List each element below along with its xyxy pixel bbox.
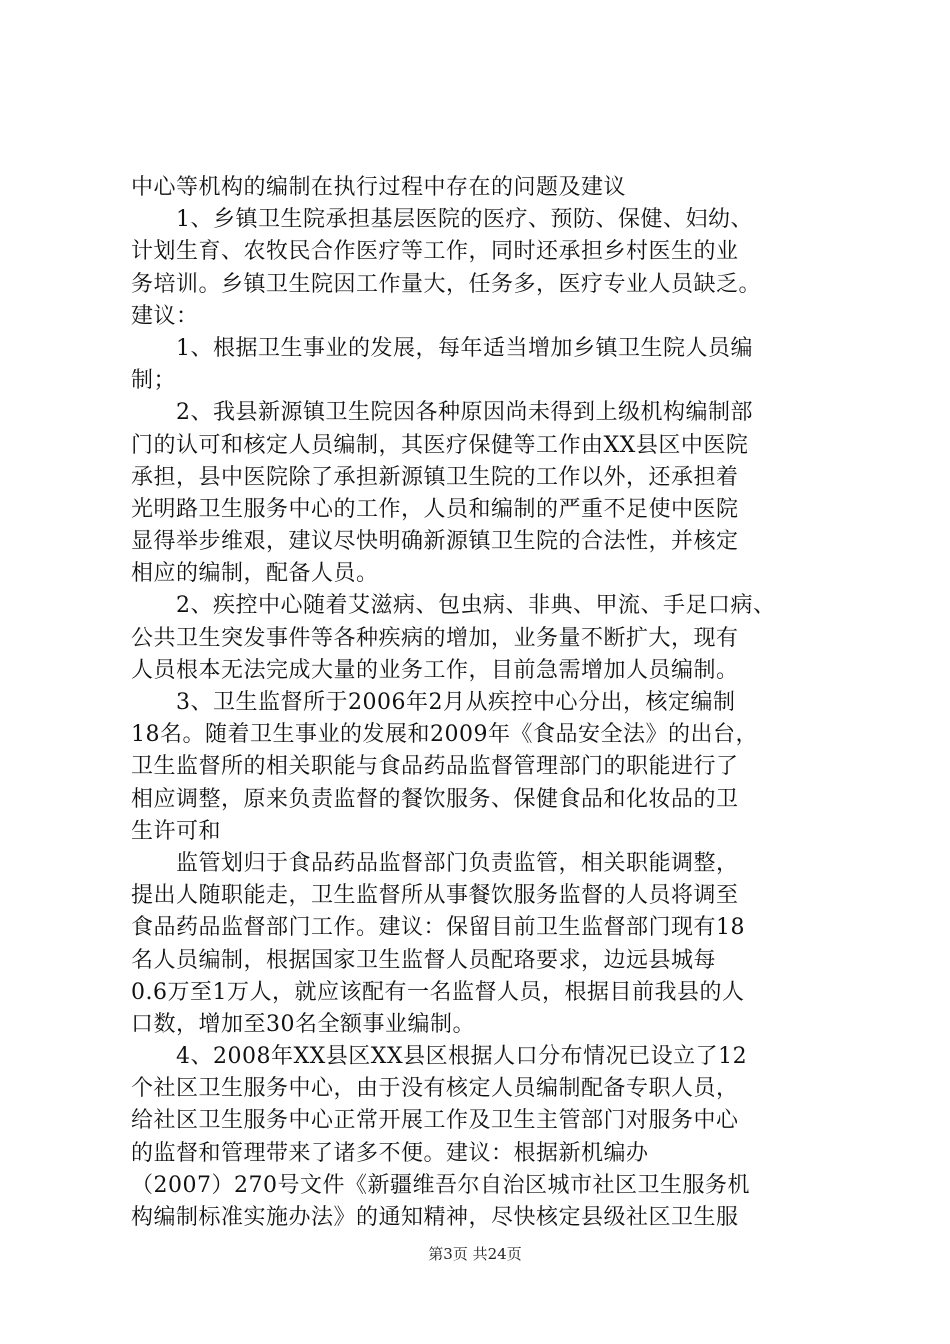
text-line: 4、2008年XX县区XX县区根据人口分布情况已设立了12 [131, 1044, 748, 1070]
text-line: 2、我县新源镇卫生院因各种原因尚未得到上级机构编制部 [131, 400, 753, 426]
text-line: 光明路卫生服务中心的工作，人员和编制的严重不足使中医院 [131, 496, 739, 522]
text-line: 生许可和 [131, 818, 222, 844]
text-line: 计划生育、农牧民合作医疗等工作，同时还承担乡村医生的业 [131, 239, 739, 265]
page-number-label: 第3页 共24页 [428, 1245, 522, 1263]
text-line: 相应调整，原来负责监督的餐饮服务、保健食品和化妆品的卫 [131, 786, 739, 812]
text-line: 18名。随着卫生事业的发展和2009年《食品安全法》的出台， [131, 722, 758, 748]
text-line: 口数，增加至30名全额事业编制。 [131, 1011, 475, 1037]
text-line: 0.6万至1万人，就应该配有一名监督人员，根据目前我县的人 [131, 979, 745, 1005]
text-line: 构编制标准实施办法》的通知精神，尽快核定县级社区卫生服 [131, 1205, 739, 1230]
text-line: （2007）270号文件《新疆维吾尔自治区城市社区卫生服务机 [131, 1172, 750, 1198]
text-line: 2、疾控中心随着艾滋病、包虫病、非典、甲流、手足口病、 [131, 593, 776, 619]
text-line: 1、乡镇卫生院承担基层医院的医疗、预防、保健、妇幼、 [131, 207, 753, 233]
text-line: 卫生监督所的相关职能与食品药品监督管理部门的职能进行了 [131, 754, 739, 780]
text-line: 务培训。乡镇卫生院因工作量大，任务多，医疗专业人员缺乏。 [131, 271, 762, 297]
text-line: 3、卫生监督所于2006年2月从疾控中心分出，核定编制 [131, 690, 736, 715]
text-line: 公共卫生突发事件等各种疾病的增加，业务量不断扩大，现有 [131, 625, 739, 651]
text-line: 相应的编制，配备人员。 [131, 561, 379, 587]
text-line: 给社区卫生服务中心正常开展工作及卫生主管部门对服务中心 [131, 1108, 739, 1134]
text-line: 显得举步维艰，建议尽快明确新源镇卫生院的合法性，并核定 [131, 529, 739, 555]
text-line: 承担，县中医院除了承担新源镇卫生院的工作以外，还承担着 [131, 464, 739, 490]
text-line: 名人员编制，根据国家卫生监督人员配珞要求，边远县城每 [131, 947, 717, 973]
text-line: 门的认可和核定人员编制，其医疗保健等工作由XX县区中医院 [131, 432, 749, 458]
text-line: 提出人随职能走，卫生监督所从事餐饮服务监督的人员将调至 [131, 883, 739, 909]
page-footer [0, 1244, 950, 1264]
text-line: 个社区卫生服务中心，由于没有核定人员编制配备专职人员， [131, 1076, 739, 1102]
text-line: 的监督和管理带来了诸多不便。建议：根据新机编办 [131, 1140, 649, 1166]
document-body [131, 172, 839, 1234]
text-line: 制； [131, 368, 177, 394]
text-line: 人员根本无法完成大量的业务工作，目前急需增加人员编制。 [131, 657, 739, 683]
text-line: 1、根据卫生事业的发展，每年适当增加乡镇卫生院人员编 [131, 335, 753, 361]
text-line: 食品药品监督部门工作。建议：保留目前卫生监督部门现有18 [131, 915, 745, 941]
text-line: 监管划归于食品药品监督部门负责监管，相关职能调整， [131, 850, 739, 876]
text-line: 建议： [131, 303, 199, 329]
text-line: 中心等机构的编制在执行过程中存在的问题及建议 [131, 175, 627, 200]
